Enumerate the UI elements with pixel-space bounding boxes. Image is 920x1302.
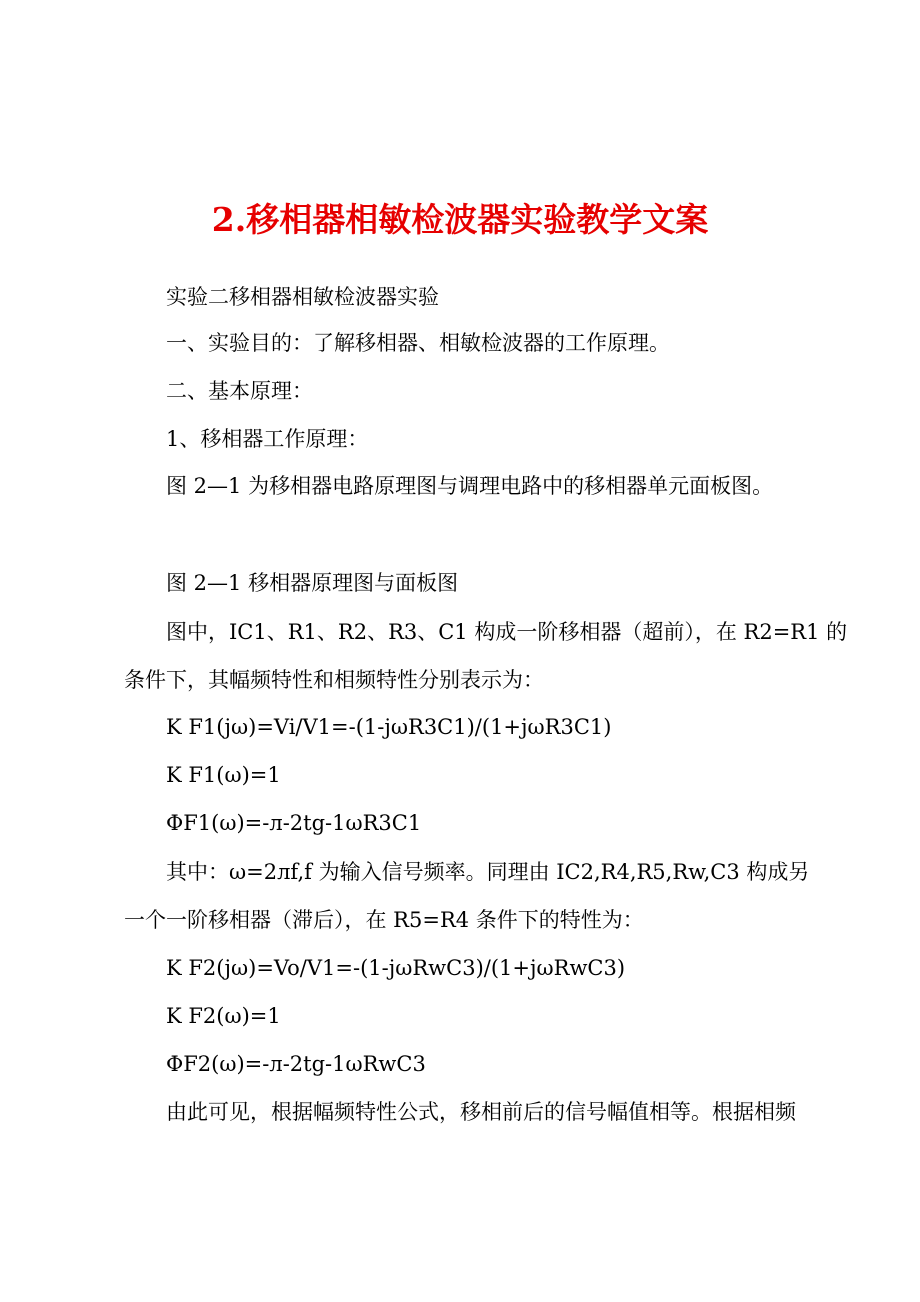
body-line: 二、基本原理： <box>166 379 313 403</box>
body-line: 由此可见，根据幅频特性公式，移相前后的信号幅值相等。根据相频 <box>166 1100 796 1124</box>
formula-line: K F1(ω)=1 <box>166 763 281 787</box>
formula-line: ΦF2(ω)=-л-2tg-1ωRwC3 <box>166 1052 426 1076</box>
body-line: 条件下，其幅频特性和相频特性分别表示为： <box>124 668 544 692</box>
formula-line: K F1(jω)=Vi/V1=-(1-jωR3C1)/(1+jωR3C1) <box>166 715 612 739</box>
body-line: 图 2—1 为移相器电路原理图与调理电路中的移相器单元面板图。 <box>166 474 774 498</box>
body-line: 一、实验目的：了解移相器、相敏检波器的工作原理。 <box>166 331 670 355</box>
body-line: 其中：ω=2лf,f 为输入信号频率。同理由 IC2,R4,R5,Rw,C3 构成另 <box>166 860 810 884</box>
body-line: 实验二移相器相敏检波器实验 <box>166 285 439 309</box>
formula-line: K F2(jω)=Vo/V1=-(1-jωRwC3)/(1+jωRwC3) <box>166 956 626 980</box>
document-title: 2.移相器相敏检波器实验教学文案 <box>211 200 709 239</box>
body-line: 一个一阶移相器（滞后），在 R5=R4 条件下的特性为： <box>124 908 644 932</box>
formula-line: K F2(ω)=1 <box>166 1004 281 1028</box>
body-line: 图中，IC1、R1、R2、R3、C1 构成一阶移相器（超前），在 R2=R1 的 <box>166 620 848 644</box>
formula-line: ΦF1(ω)=-л-2tg-1ωR3C1 <box>166 811 422 835</box>
figure-caption: 图 2—1 移相器原理图与面板图 <box>166 571 459 595</box>
body-line: 1、移相器工作原理： <box>166 427 369 451</box>
